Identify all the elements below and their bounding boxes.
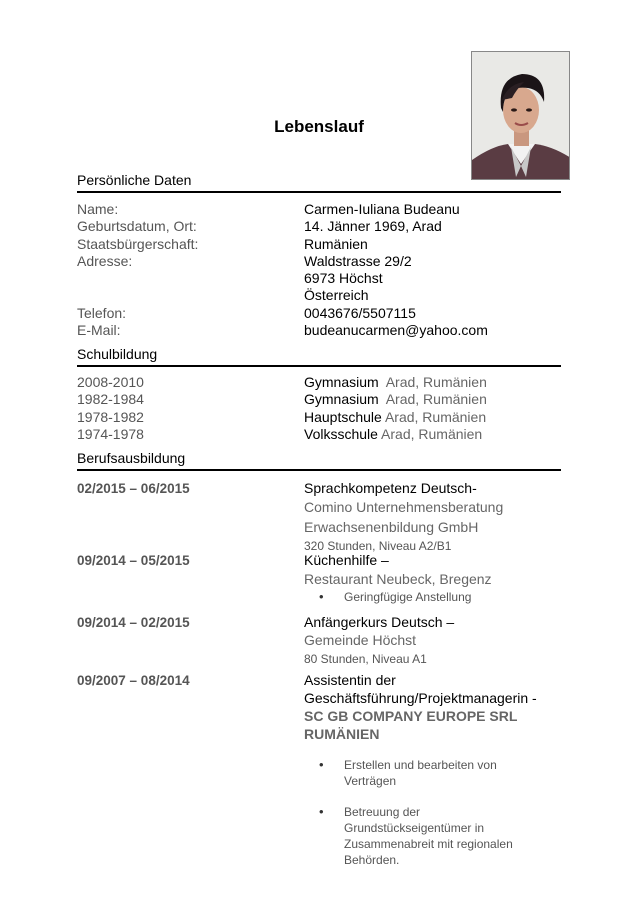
school-years: 1978-1982 [77,409,144,425]
school-name: Gymnasium [304,374,379,390]
bullet-item [304,804,574,868]
school-place: Arad, Rumänien [381,409,487,425]
bullet-text: Zusammenabreit mit regionalen [344,837,513,851]
value-phone: 0043676/5507115 [304,305,416,321]
portrait-photo-icon [472,52,570,180]
training-date: 09/2014 – 02/2015 [77,615,190,630]
school-name: Hauptschule [304,409,382,425]
school-name: Volksschule [304,426,378,442]
value-birth: 14. Jänner 1969, Arad [304,218,442,234]
school-years: 1974-1978 [77,426,144,442]
training-note: 320 Stunden, Niveau A2/B1 [304,539,452,553]
section-heading-personal: Persönliche Daten [77,172,192,188]
bullet-text: Verträgen [344,774,397,788]
bullet-text: Erstellen und bearbeiten von [344,758,497,772]
school-place: Arad, Rumänien [378,391,487,407]
training-details [304,614,562,667]
training-details [304,552,562,605]
training-title: Küchenhilfe – [304,552,389,568]
school-name: Gymnasium [304,391,379,407]
bullet-icon: • [319,804,324,819]
bullet-item [304,757,574,789]
school-entry [304,409,486,426]
training-org: Comino Unternehmensberatung [304,499,504,515]
label-phone: Telefon: [77,305,127,321]
training-date: 09/2007 – 08/2014 [77,673,190,688]
bullet-text: Geringfügige Anstellung [344,590,472,604]
value-email: budeanucarmen@yahoo.com [304,322,488,338]
school-years: 2008-2010 [77,374,144,390]
value-citizenship: Rumänien [304,236,368,252]
section-training [77,449,561,471]
label-address: Adresse: [77,253,133,269]
label-email: E-Mail: [77,322,121,338]
school-place: Arad, Rumänien [377,426,483,442]
training-title: Sprachkompetenz Deutsch- [304,480,477,496]
bullet-text: Behörden. [344,853,400,867]
bullet-text: Grundstückseigentümer in [344,821,485,835]
training-details [304,480,562,554]
bullet-icon: • [319,589,324,604]
section-divider [77,191,561,193]
value-address-city: 6973 Höchst [304,270,383,286]
label-citizenship: Staatsbürgerschaft: [77,236,199,252]
bullet-item [304,589,562,605]
section-divider [77,469,561,471]
section-heading-school: Schulbildung [77,346,158,362]
training-title: Geschäftsführung/Projektmanagerin - [304,690,537,706]
section-school [77,345,561,367]
training-bullets [304,589,562,605]
page-title: Lebenslauf [274,117,364,136]
training-title: Assistentin der [304,672,396,688]
school-entry [304,426,482,443]
training-company: SC GB COMPANY EUROPE SRL [304,708,518,724]
label-name: Name: [77,201,119,217]
training-date: 09/2014 – 05/2015 [77,553,190,568]
value-address-street: Waldstrasse 29/2 [304,253,412,269]
training-org: Gemeinde Höchst [304,632,417,648]
school-years: 1982-1984 [77,391,144,407]
training-date: 02/2015 – 06/2015 [77,481,190,496]
label-birth: Geburtsdatum, Ort: [77,218,197,234]
value-name: Carmen-Iuliana Budeanu [304,201,460,217]
bullet-icon: • [319,757,324,772]
training-details [304,672,574,868]
section-personal [77,171,561,193]
bullet-text: Betreuung der [344,805,421,819]
value-address-country: Österreich [304,287,369,303]
training-note: 80 Stunden, Niveau A1 [304,652,427,666]
training-bullets [304,757,574,868]
portrait-photo [471,51,570,180]
school-place: Arad, Rumänien [378,374,487,390]
school-entry [304,374,487,391]
training-company: RUMÄNIEN [304,726,380,742]
training-org: Erwachsenenbildung GmbH [304,519,479,535]
section-heading-training: Berufsausbildung [77,450,186,466]
training-title: Anfängerkurs Deutsch – [304,614,455,630]
school-entry [304,391,487,408]
section-divider [77,365,561,367]
training-org: Restaurant Neubeck, Bregenz [304,571,492,587]
